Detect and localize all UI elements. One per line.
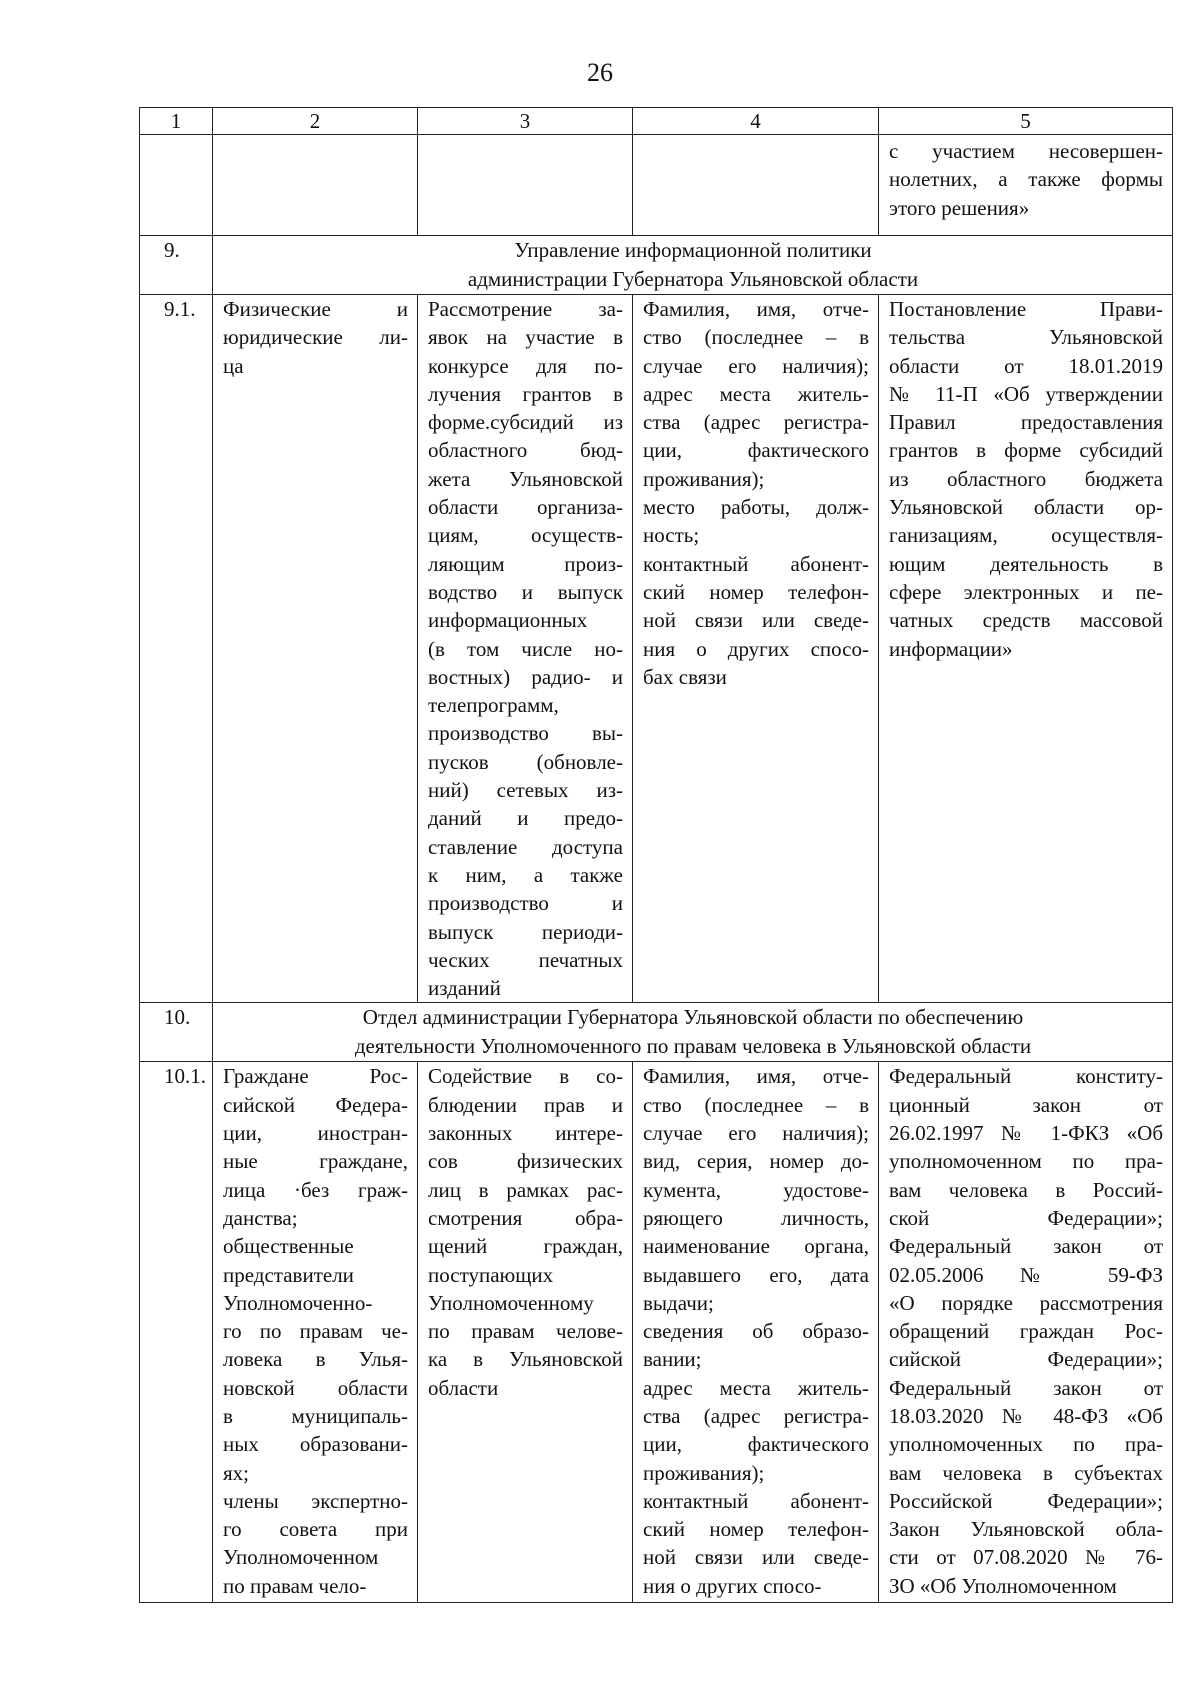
text-line: областного бюд- <box>428 438 623 463</box>
column-header-4: 4 <box>633 108 879 135</box>
text-line: ния о других спосо- <box>643 1573 822 1598</box>
text-line: Содействие в со- <box>428 1064 623 1089</box>
text-line: вид, серия, номер до- <box>643 1149 869 1174</box>
text-line: проживания); <box>643 1460 765 1485</box>
text-line: сов физических <box>428 1149 623 1174</box>
text-line: конкурсе для по- <box>428 353 623 378</box>
text-line: нолетних, а также формы <box>889 167 1163 192</box>
text-line: информационных <box>428 608 588 633</box>
text-line: администрации Губернатора Ульяновской области <box>467 267 919 291</box>
text-line: № 11-П «Об утверждении <box>889 381 1163 406</box>
text-line: даний и предо- <box>428 806 623 831</box>
text-line: ции, иностран- <box>223 1121 408 1146</box>
text-line: востных) радио- и <box>428 664 623 689</box>
text-line: ных образовани- <box>223 1432 408 1457</box>
text-line: Граждане Рос- <box>223 1064 408 1089</box>
text-line: 18.03.2020 № 48-ФЗ «Об <box>889 1403 1163 1428</box>
text-line: Уполномоченно- <box>223 1290 373 1315</box>
text-line: Уполномоченном <box>223 1545 379 1570</box>
text-line: ставление доступа <box>428 834 623 859</box>
cont-cell-3 <box>418 135 633 236</box>
text-line: ца <box>223 353 244 378</box>
continuation-row <box>140 135 1173 236</box>
text-line: уполномоченных по пра- <box>889 1432 1163 1457</box>
text-line: ство (последнее – в <box>643 1092 869 1117</box>
text-line: из областного бюджета <box>889 466 1163 491</box>
text-line: производство и <box>428 891 623 916</box>
text-line: ной связи или сведе- <box>643 1545 869 1570</box>
text-line: го совета при <box>223 1517 408 1542</box>
column-number-header-row <box>140 108 1173 135</box>
text-line: (в том числе но- <box>428 636 623 661</box>
text-line: блюдении прав и <box>428 1092 623 1117</box>
text-line: Федеральный конститу- <box>889 1064 1163 1089</box>
text-line: области от 18.01.2019 <box>889 353 1163 378</box>
text-line: Управление информационной политики <box>514 238 872 262</box>
text-line: контактный абонент- <box>643 1488 869 1513</box>
text-line: ство (последнее – в <box>643 325 869 350</box>
text-line: вам человека в Россий- <box>889 1177 1163 1202</box>
text-line: Федеральный закон от <box>889 1375 1163 1400</box>
text-line: ряющего личность, <box>643 1205 869 1230</box>
text-line: ческих печатных <box>428 947 623 972</box>
section-title-10 <box>213 1003 1173 1062</box>
text-line: чатных средств массовой <box>889 608 1163 633</box>
row-number-10-1: 10.1. <box>140 1062 213 1603</box>
text-line: форме.субсидий из <box>428 410 623 435</box>
text-line: изданий <box>428 976 501 1001</box>
text-line: ганизациям, осуществля- <box>889 523 1163 548</box>
text-line: бах связи <box>643 664 727 689</box>
text-line: циям, осуществ- <box>428 523 623 548</box>
text-line: сфере электронных и пе- <box>889 579 1163 604</box>
section-row-9 <box>140 236 1173 295</box>
text-line: ные граждане, <box>223 1149 408 1174</box>
text-line: «О порядке рассмотрения <box>889 1290 1163 1315</box>
text-line: ционный закон от <box>889 1092 1163 1117</box>
column-header-1: 1 <box>140 108 213 135</box>
text-line: ский номер телефон- <box>643 1517 869 1542</box>
text-line: производство вы- <box>428 721 623 746</box>
text-line: ний) сетевых из- <box>428 778 623 803</box>
text-line: ляющим произ- <box>428 551 623 576</box>
text-line: Фамилия, имя, отче- <box>643 1064 869 1089</box>
text-line: ства (адрес регистра- <box>643 1403 869 1428</box>
text-line: по правам чело- <box>223 1573 367 1598</box>
text-line: Уполномоченному <box>428 1290 594 1315</box>
text-line: наименование органа, <box>643 1234 869 1259</box>
text-line: случае его наличия); <box>643 1121 869 1146</box>
text-line: Отдел администрации Губернатора Ульяновской области по обеспечению <box>362 1005 1024 1030</box>
text-line: ния о других спосо- <box>643 636 869 661</box>
text-line: обращений граждан Рос- <box>889 1319 1163 1344</box>
text-line: к ним, а также <box>428 862 623 887</box>
text-line: Физические и <box>223 297 408 321</box>
text-line: с участием несовершен- <box>889 139 1163 163</box>
text-line: в муниципаль- <box>223 1403 408 1428</box>
text-line: выдачи; <box>643 1290 714 1315</box>
text-line: Закон Ульяновской обла- <box>889 1517 1163 1542</box>
cont-cell-4 <box>633 135 879 236</box>
text-line: ка в Ульяновской <box>428 1347 623 1372</box>
text-line: Федеральный закон от <box>889 1234 1163 1259</box>
text-line: водство и выпуск <box>428 579 623 604</box>
text-line: выпуск периоди- <box>428 919 623 944</box>
column-header-5: 5 <box>879 108 1173 135</box>
text-line: законных интере- <box>428 1121 623 1146</box>
text-line: сийской Федера- <box>223 1092 408 1117</box>
text-line: тельства Ульяновской <box>889 325 1163 350</box>
text-line: 26.02.1997 № 1-ФКЗ «Об <box>889 1121 1163 1146</box>
table-row-9-1 <box>140 295 1173 1003</box>
text-line: ях; <box>223 1460 249 1485</box>
text-line: пусков (обновле- <box>428 749 623 774</box>
text-line: Фамилия, имя, отче- <box>643 297 869 321</box>
text-line: уполномоченном по пра- <box>889 1149 1163 1174</box>
text-line: ющим деятельность в <box>889 551 1163 576</box>
text-line: Правил предоставления <box>889 410 1163 435</box>
text-line: области <box>428 1375 499 1400</box>
row-9-1-legal-basis <box>879 295 1173 1003</box>
row-number-9-1: 9.1. <box>140 295 213 1003</box>
text-line: ской Федерации»; <box>889 1205 1163 1230</box>
text-line: деятельности Уполномоченного по правам человека в Ульяновской области <box>354 1034 1032 1059</box>
row-9-1-subjects <box>213 295 418 1003</box>
text-line: грантов в форме субсидий <box>889 438 1163 463</box>
text-line: Рассмотрение за- <box>428 297 623 321</box>
text-line: контактный абонент- <box>643 551 869 576</box>
text-line: жета Ульяновской <box>428 466 623 491</box>
text-line: Ульяновской области ор- <box>889 495 1163 520</box>
row-10-1-purpose <box>418 1062 633 1603</box>
row-10-1-subjects <box>213 1062 418 1603</box>
text-line: проживания); <box>643 466 765 491</box>
text-line: этого решения» <box>889 195 1030 220</box>
text-line: го по правам че- <box>223 1319 408 1344</box>
text-line: адрес места житель- <box>643 381 869 406</box>
text-line: юридические ли- <box>223 325 408 350</box>
text-line: сти от 07.08.2020 № 76- <box>889 1545 1163 1570</box>
section-title-9 <box>213 236 1173 295</box>
text-line: члены экспертно- <box>223 1488 408 1513</box>
text-line: данства; <box>223 1205 298 1230</box>
row-9-1-purpose <box>418 295 633 1003</box>
text-line: ловека в Улья- <box>223 1347 408 1372</box>
text-line: щений граждан, <box>428 1234 623 1259</box>
text-line: ность; <box>643 523 700 548</box>
text-line: место работы, долж- <box>643 495 869 520</box>
text-line: представители <box>223 1262 354 1287</box>
text-line: по правам челове- <box>428 1319 623 1344</box>
column-header-3: 3 <box>418 108 633 135</box>
text-line: случае его наличия); <box>643 353 869 378</box>
text-line: кумента, удостове- <box>643 1177 869 1202</box>
text-line: ский номер телефон- <box>643 579 869 604</box>
section-number-9: 9. <box>140 236 213 295</box>
text-line: ции, фактического <box>643 1432 869 1457</box>
row-10-1-legal-basis <box>879 1062 1173 1603</box>
text-line: явок на участие в <box>428 325 623 350</box>
page-number: 26 <box>587 58 613 87</box>
text-line: области организа- <box>428 495 623 520</box>
text-line: лица ·без граж- <box>223 1177 408 1202</box>
table-row-10-1 <box>140 1062 1173 1603</box>
cont-cell-2 <box>213 135 418 236</box>
text-line: поступающих <box>428 1262 554 1287</box>
text-line: Российской Федерации»; <box>889 1488 1163 1513</box>
text-line: ства (адрес регистра- <box>643 410 869 435</box>
cont-cell-5 <box>879 135 1173 236</box>
section-row-10 <box>140 1003 1173 1062</box>
text-line: 02.05.2006 № 59-ФЗ <box>889 1262 1163 1287</box>
cont-cell-1 <box>140 135 213 236</box>
text-line: ной связи или сведе- <box>643 608 869 633</box>
text-line: смотрения обра- <box>428 1205 623 1230</box>
text-line: сийской Федерации»; <box>889 1347 1163 1372</box>
column-header-2: 2 <box>213 108 418 135</box>
text-line: адрес места житель- <box>643 1375 869 1400</box>
text-line: ЗО «Об Уполномоченном <box>889 1573 1117 1598</box>
section-number-10: 10. <box>140 1003 213 1062</box>
text-line: Постановление Прави- <box>889 297 1163 321</box>
text-line: ции, фактического <box>643 438 869 463</box>
text-line: вам человека в субъектах <box>889 1460 1163 1485</box>
row-10-1-data-list <box>633 1062 879 1603</box>
text-line: сведения об образо- <box>643 1319 869 1344</box>
text-line: информации» <box>889 636 1013 661</box>
text-line: новской области <box>223 1375 408 1400</box>
registry-table <box>139 107 1173 1603</box>
text-line: лучения грантов в <box>428 381 623 406</box>
row-9-1-data-list <box>633 295 879 1003</box>
text-line: выдавшего его, дата <box>643 1262 869 1287</box>
text-line: лиц в рамках рас- <box>428 1177 623 1202</box>
text-line: вании; <box>643 1347 702 1372</box>
text-line: телепрограмм, <box>428 693 559 718</box>
text-line: общественные <box>223 1234 354 1259</box>
